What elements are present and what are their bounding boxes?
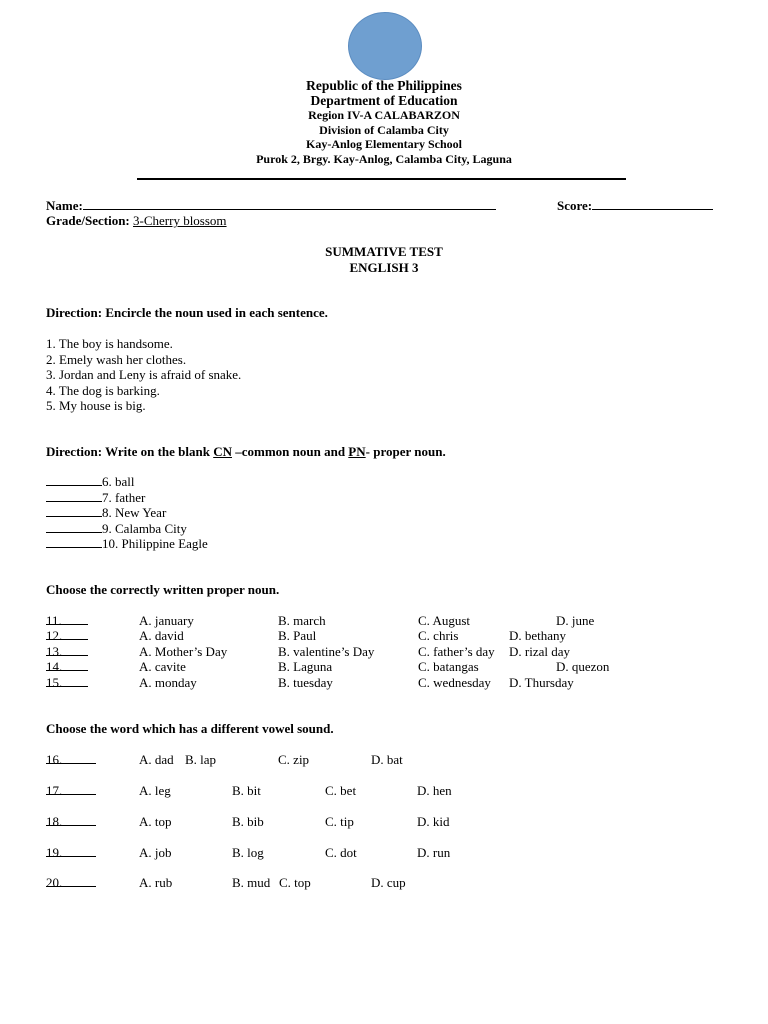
question-number: 17. [46,783,63,798]
question-number: 16. [46,752,63,767]
choice-c: C. August [418,613,471,628]
choice-c: C. father’s day [418,644,495,659]
choice-d: D. quezon [556,659,610,674]
grade-section-value: 3-Cherry blossom [133,213,227,228]
name-blank[interactable] [83,198,496,210]
question-number: 13. [46,644,63,659]
score-blank[interactable] [592,198,713,210]
letterhead-school: Kay-Anlog Elementary School [306,137,462,151]
choice-b: B. bit [232,783,261,798]
choice-a: A. dad [139,752,174,767]
choice-d: D. june [556,613,595,628]
test-subject: ENGLISH 3 [349,260,419,275]
choice-d: D. bat [371,752,403,767]
choice-b: B. Laguna [278,659,333,674]
pn-abbreviation: PN [348,444,366,459]
question-number: 20. [46,875,63,890]
score-label: Score: [557,198,593,213]
list-item [46,505,208,521]
choice-a: A. cavite [139,659,186,674]
part2-direction-prefix: Direction: Write on the blank [46,444,214,459]
choice-b: B. valentine’s Day [278,644,375,659]
list-item: 1. The boy is handsome. [46,336,173,351]
question-number: 15. [46,675,63,690]
list-item: 4. The dog is barking. [46,382,160,398]
letterhead [0,78,768,166]
choice-c: C. wednesday [418,675,491,690]
choice-d: D. cup [371,875,406,890]
choice-a: A. monday [139,675,197,690]
part2-list [46,474,208,552]
item-text: 7. father [102,489,146,505]
list-item [46,536,208,552]
choice-c: C. bet [325,783,357,798]
question-number: 11. [46,613,62,628]
choice-d: D. bethany [509,628,567,643]
choice-a: A. david [139,628,184,643]
list-item [46,521,208,537]
part1-direction: Direction: Encircle the noun used in each sentence. [46,305,328,320]
grade-section-label: Grade/Section: [46,213,130,228]
school-seal-icon [348,12,422,80]
choice-c: C. chris [418,628,459,643]
part1-list [46,336,241,414]
letterhead-division: Division of Calamba City [319,122,449,137]
choice-a: A. january [139,613,194,628]
item-text: 10. Philippine Eagle [102,536,208,551]
choice-b: B. lap [185,752,217,767]
choice-c: C. dot [325,845,357,860]
choice-d: D. rizal day [509,644,571,659]
part2-direction [46,444,446,459]
letterhead-department: Department of Education [310,93,458,108]
choice-c: C. tip [325,814,354,829]
item-text: 6. ball [102,474,135,489]
choice-b: B. log [232,845,264,860]
choice-d: D. kid [417,814,450,829]
choice-d: D. run [417,845,451,860]
letterhead-divider [137,178,626,180]
choice-c: C. top [279,875,311,890]
choice-b: B. march [278,613,326,628]
answer-blank[interactable] [46,536,102,548]
part3-direction: Choose the correctly written proper noun. [46,582,280,597]
letterhead-address: Purok 2, Brgy. Kay-Anlog, Calamba City, Laguna [256,151,512,166]
part2-direction-suffix: - proper noun. [365,444,446,459]
test-title-block [0,244,768,276]
list-item [46,490,208,506]
answer-blank[interactable] [46,490,102,502]
cn-abbreviation: CN [213,444,232,459]
question-number: 14. [46,659,63,674]
name-field [46,198,496,213]
question-number: 12. [46,628,63,643]
choice-c: C. batangas [418,659,479,674]
list-item: 3. Jordan and Leny is afraid of snake. [46,367,242,382]
choice-a: A. Mother’s Day [139,644,228,659]
choice-d: D. hen [417,783,452,798]
letterhead-region: Region IV-A CALABARZON [308,108,460,122]
item-text: 8. New Year [102,505,167,520]
choice-c: C. zip [278,752,310,767]
part4-direction: Choose the word which has a different vowel sound. [46,721,334,736]
score-field [557,198,713,213]
answer-blank[interactable] [46,474,102,486]
list-item: 2. Emely wash her clothes. [46,351,187,367]
choice-b: B. mud [232,875,271,890]
choice-d: D. Thursday [509,675,574,690]
choice-b: B. bib [232,814,264,829]
answer-blank[interactable] [46,521,102,533]
item-text: 9. Calamba City [102,520,187,536]
choice-a: A. leg [139,783,171,798]
question-number: 18. [46,814,63,829]
part2-direction-mid: –common noun and [231,444,349,459]
list-item [46,474,208,490]
choice-a: A. job [139,845,172,860]
choice-b: B. Paul [278,628,317,643]
question-number: 19. [46,845,63,860]
test-title: SUMMATIVE TEST [325,244,443,259]
name-label: Name: [46,198,83,213]
choice-a: A. top [139,814,172,829]
choice-a: A. rub [139,875,173,890]
list-item: 5. My house is big. [46,398,146,413]
answer-blank[interactable] [46,505,102,517]
letterhead-republic: Republic of the Philippines [306,78,462,93]
choice-b: B. tuesday [278,675,333,690]
grade-section-field [46,213,227,228]
